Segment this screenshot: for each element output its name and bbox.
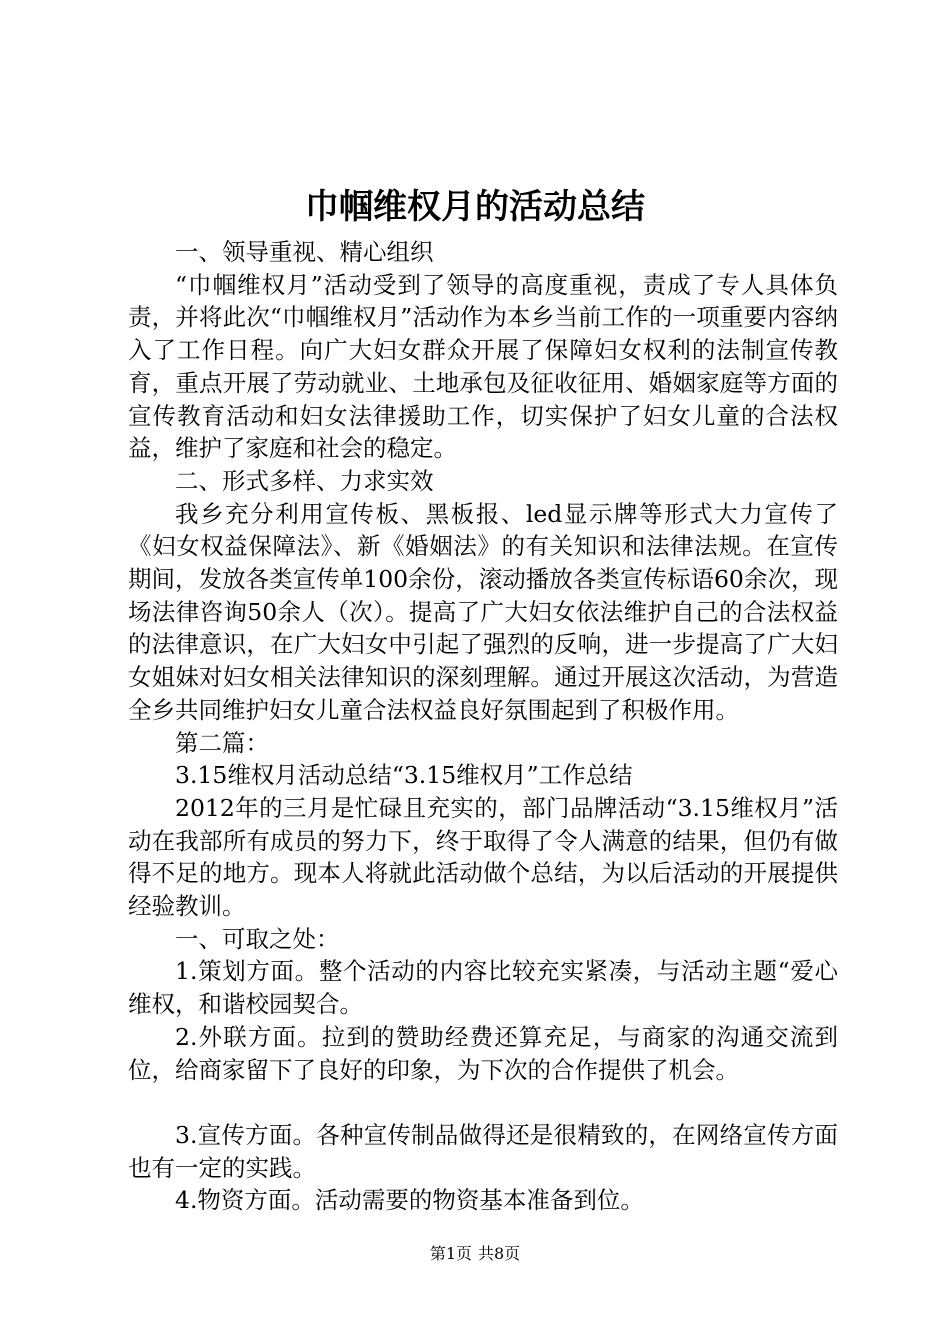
document-body — [128, 236, 838, 1217]
document-title: 巾帼维权月的活动总结 — [305, 187, 645, 227]
part-heading: 第二篇： — [175, 728, 269, 757]
page-total: 共8页 — [478, 1244, 521, 1263]
section-heading: 一、可取之处： — [175, 924, 340, 953]
section-heading: 一、领导重视、精心组织 — [175, 238, 434, 266]
list-item: 2.外联方面。拉到的赞助经费还算充足，与商家的沟通交流到位，给商家留下了良好的印象，为下次的合作提供了机会。 — [128, 1022, 838, 1084]
page-number: 第1页 — [429, 1244, 472, 1263]
list-item: 4.物资方面。活动需要的物资基本准备到位。 — [175, 1186, 644, 1215]
page-footer — [0, 1244, 950, 1264]
part-subtitle: 3.15维权月活动总结“3.15维权月”工作总结 — [175, 761, 633, 790]
body-paragraph: 2012年的三月是忙碌且充实的，部门品牌活动“3.15维权月”活动在我部所有成员的努力下，终于取得了令人满意的结果，但仍有做得不足的地方。现本人将就此活动做个总结，为以后活动的开展提供经验教训。 — [128, 793, 838, 921]
list-item: 3.宣传方面。各种宣传制品做得还是很精致的，在网络宣传方面也有一定的实践。 — [128, 1120, 838, 1182]
body-paragraph: 我乡充分利用宣传板、黑板报、led显示牌等形式大力宣传了《妇女权益保障法》、新《婚姻法》的有关知识和法律法规。在宣传期间，发放各类宣传单100余份，滚动播放各类宣传标语60余次，现场法律咨询50余人（次）。提高了广大妇女依法维护自己的合法权益的法律意识，在广大妇女中引起了强烈的反响，进一步提高了广大妇女姐妹对妇女相关法律知识的深刻理解。通过开展这次活动，为营造全乡共同维护妇女儿童合法权益良好氛围起到了积极作用。 — [128, 499, 838, 724]
body-paragraph: “巾帼维权月”活动受到了领导的高度重视，责成了专人具体负责，并将此次“巾帼维权月”活动作为本乡当前工作的一项重要内容纳入了工作日程。向广大妇女群众开展了保障妇女权利的法制宣传教育，重点开展了劳动就业、土地承包及征收征用、婚姻家庭等方面的宣传教育活动和妇女法律援助工作，切实保护了妇女儿童的合法权益，维护了家庭和社会的稳定。 — [128, 270, 838, 463]
list-item: 1.策划方面。整个活动的内容比较充实紧凑，与活动主题“爱心维权，和谐校园契合。 — [128, 957, 838, 1019]
section-heading: 二、形式多样、力求实效 — [175, 466, 434, 495]
